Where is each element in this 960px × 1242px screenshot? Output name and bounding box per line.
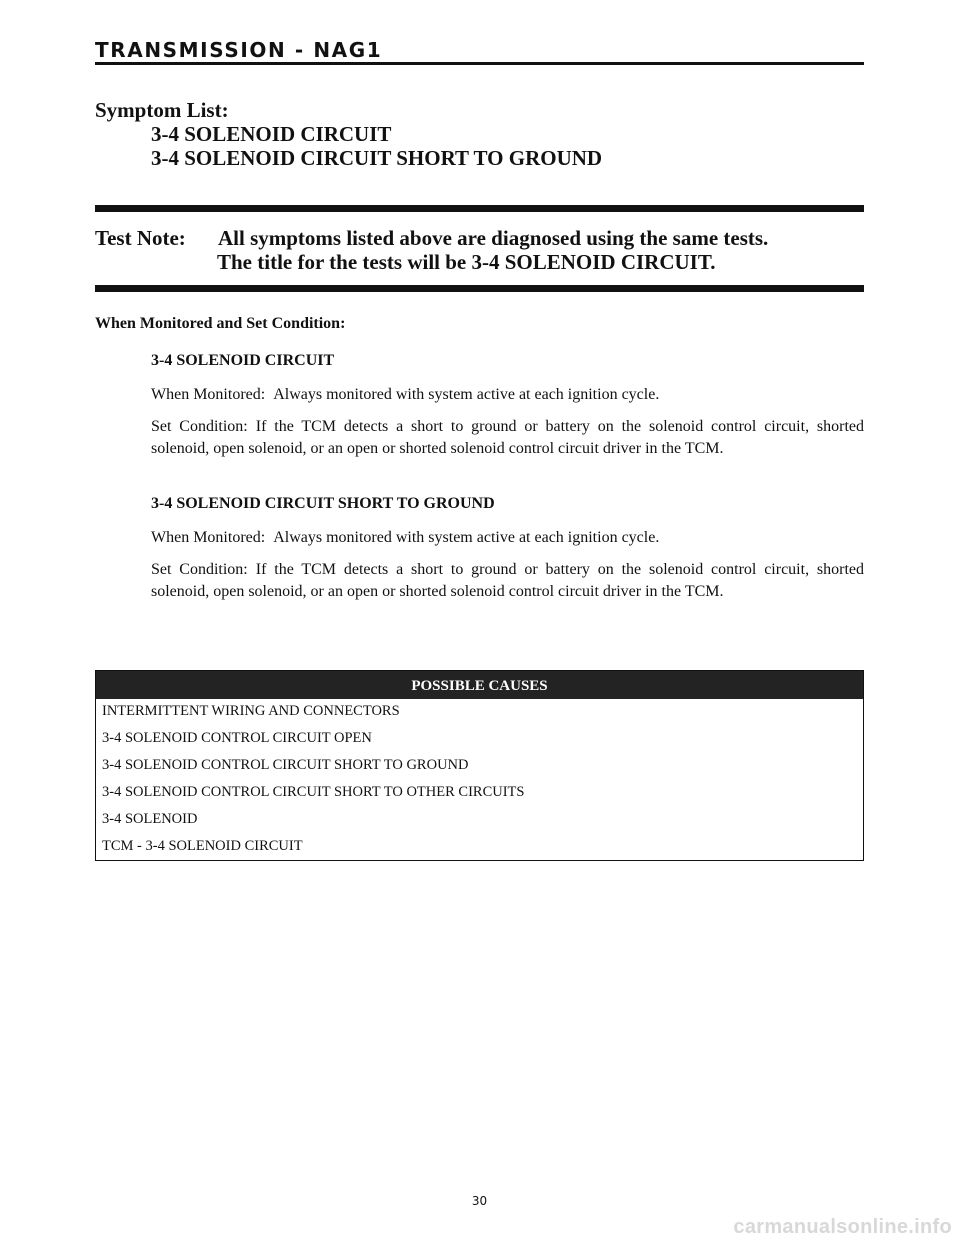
when-monitored-label: When Monitored: bbox=[151, 386, 266, 403]
divider-rule bbox=[95, 205, 864, 212]
cause-row: 3-4 SOLENOID CONTROL CIRCUIT OPEN bbox=[102, 730, 372, 746]
when-monitored bbox=[151, 384, 864, 406]
test-note-text: The title for the tests will be 3-4 SOLENOID CIRCUIT. bbox=[217, 250, 716, 274]
set-condition bbox=[151, 559, 864, 602]
when-monitored-text: Always monitored with system active at each ignition cycle. bbox=[273, 386, 660, 403]
when-monitored bbox=[151, 527, 864, 549]
possible-causes-header: POSSIBLE CAUSES bbox=[96, 671, 863, 699]
manual-page bbox=[95, 0, 864, 1242]
cause-row: 3-4 SOLENOID CONTROL CIRCUIT SHORT TO OTHER CIRCUITS bbox=[102, 784, 525, 800]
set-condition bbox=[151, 416, 864, 459]
cause-row: INTERMITTENT WIRING AND CONNECTORS bbox=[102, 703, 400, 719]
page-header-title: TRANSMISSION - NAG1 bbox=[95, 38, 383, 62]
page-number: 30 bbox=[471, 1194, 488, 1208]
header-rule bbox=[95, 62, 864, 65]
cause-row: 3-4 SOLENOID bbox=[102, 811, 198, 827]
monitoring-entry-title: 3-4 SOLENOID CIRCUIT bbox=[151, 352, 335, 369]
set-condition-text: If the TCM detects a short to ground or battery on the solenoid control circuit, shorted solenoid, open solenoid, or an open or shorted solenoid control circuit driver in the TCM. bbox=[151, 418, 865, 457]
divider-rule bbox=[95, 285, 864, 292]
when-monitored-text: Always monitored with system active at each ignition cycle. bbox=[273, 529, 660, 546]
symptom-item: 3-4 SOLENOID CIRCUIT bbox=[151, 122, 392, 146]
possible-causes-table bbox=[95, 670, 864, 861]
when-monitored-label: When Monitored: bbox=[151, 529, 266, 546]
set-condition-label: Set Condition: bbox=[151, 561, 248, 578]
set-condition-text: If the TCM detects a short to ground or battery on the solenoid control circuit, shorted solenoid, open solenoid, or an open or shorted solenoid control circuit driver in the TCM. bbox=[151, 561, 865, 600]
symptom-item: 3-4 SOLENOID CIRCUIT SHORT TO GROUND bbox=[151, 146, 603, 170]
symptom-list-label: Symptom List: bbox=[95, 98, 229, 122]
monitoring-heading: When Monitored and Set Condition: bbox=[95, 315, 346, 332]
test-note-text: All symptoms listed above are diagnosed using the same tests. bbox=[218, 226, 769, 250]
test-note-label: Test Note: bbox=[95, 226, 186, 250]
set-condition-label: Set Condition: bbox=[151, 418, 248, 435]
cause-row: 3-4 SOLENOID CONTROL CIRCUIT SHORT TO GROUND bbox=[102, 757, 469, 773]
cause-row: TCM - 3-4 SOLENOID CIRCUIT bbox=[102, 838, 303, 854]
watermark: carmanualsonline.info bbox=[733, 1216, 952, 1238]
monitoring-entry-title: 3-4 SOLENOID CIRCUIT SHORT TO GROUND bbox=[151, 495, 495, 512]
